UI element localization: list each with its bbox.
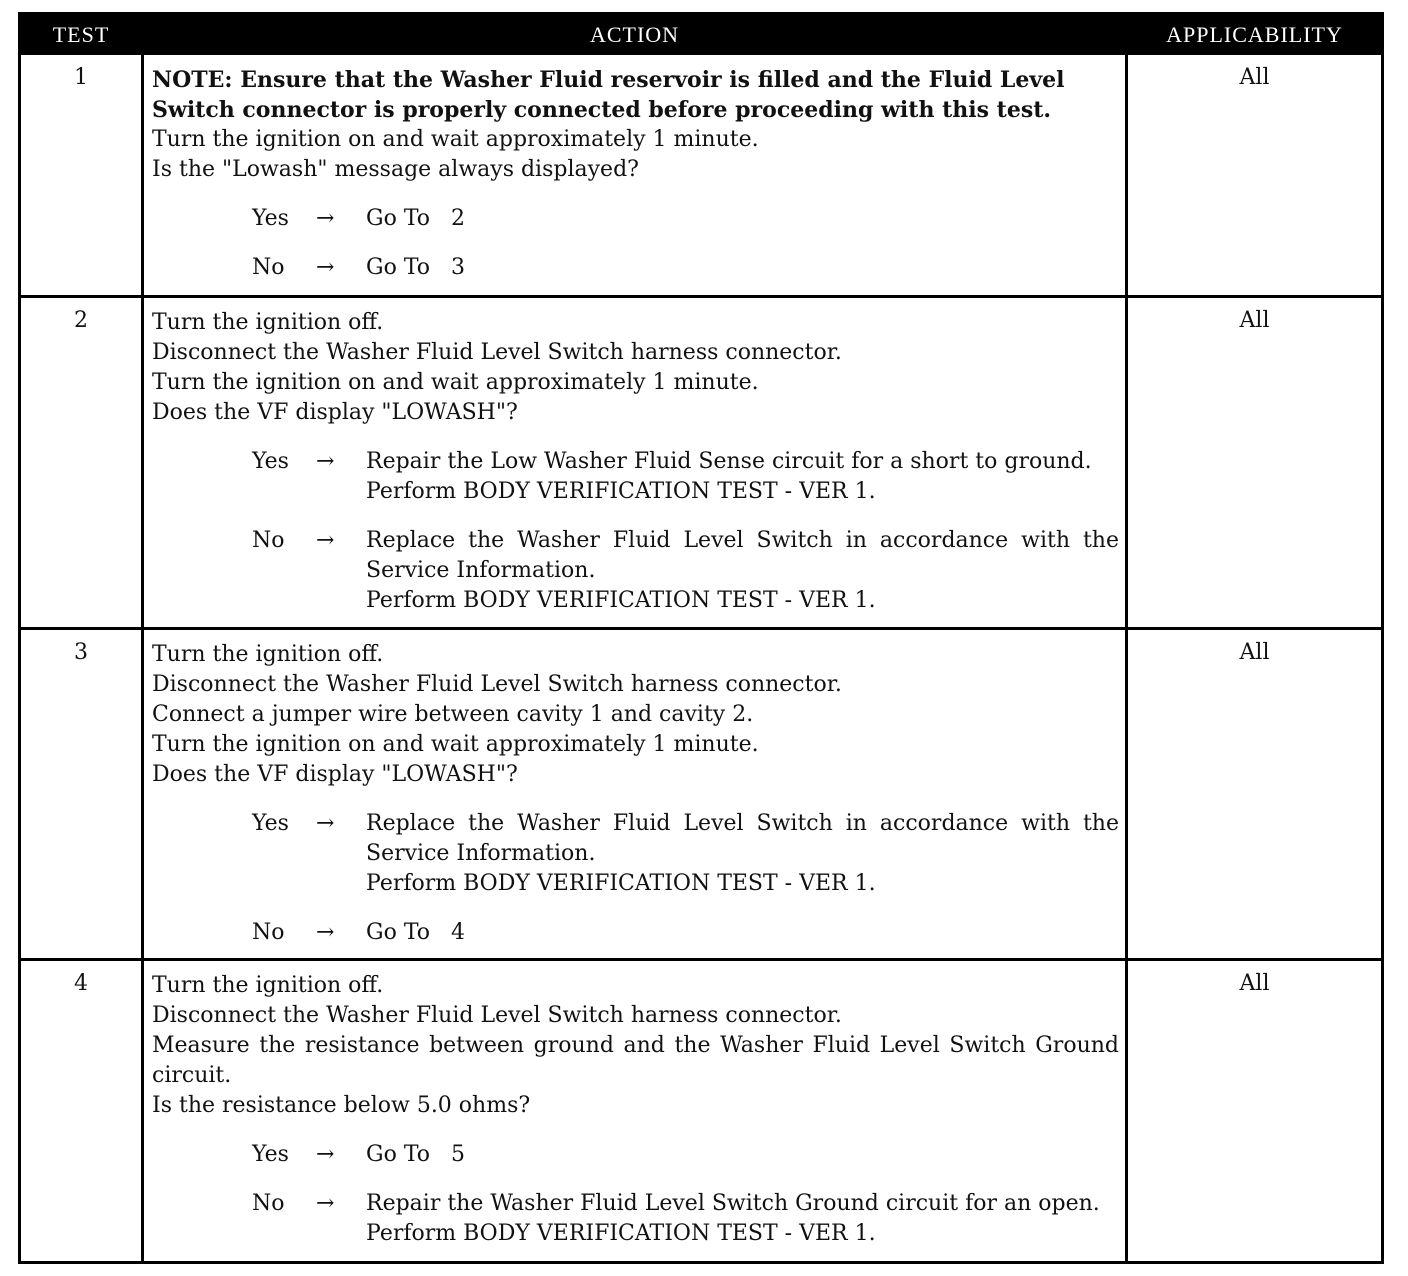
instruction-line: Turn the ignition off. — [152, 310, 384, 335]
yes-label: Yes — [252, 206, 289, 231]
instruction-line: Disconnect the Washer Fluid Level Switch harness connector. — [152, 672, 842, 697]
test-number: 2 — [74, 308, 88, 333]
instruction-line: Turn the ignition off. — [152, 642, 384, 667]
no-label: No — [252, 528, 285, 553]
action-cell — [141, 55, 1128, 295]
no-option — [152, 526, 1119, 616]
yes-result: Go To 5 — [366, 1142, 465, 1167]
test-row-4 — [21, 958, 1381, 1261]
yes-result-line: Perform BODY VERIFICATION TEST - VER 1. — [366, 871, 876, 896]
arrow-icon: → — [316, 920, 335, 945]
arrow-icon: → — [316, 1191, 335, 1216]
no-option — [152, 253, 1119, 283]
no-result-line: Repair the Washer Fluid Level Switch Ground circuit for an open. — [366, 1191, 1100, 1216]
applicability-value: All — [1239, 971, 1270, 996]
test-row-1 — [21, 55, 1381, 295]
yes-result-line: Service Information. — [366, 841, 596, 866]
applicability-value: All — [1239, 65, 1270, 90]
no-label: No — [252, 255, 285, 280]
arrow-icon: → — [316, 528, 335, 553]
applicability-value: All — [1239, 640, 1270, 665]
note-line: NOTE: Ensure that the Washer Fluid reservoir is filled and the Fluid Level — [152, 67, 1065, 93]
header-applicability: APPLICABILITY — [1166, 22, 1343, 47]
instruction-line: Disconnect the Washer Fluid Level Switch harness connector. — [152, 1003, 842, 1028]
action-cell — [141, 961, 1128, 1261]
arrow-icon: → — [316, 449, 335, 474]
no-label: No — [252, 920, 285, 945]
diagnostic-test-table — [18, 12, 1384, 1264]
test-number: 4 — [74, 971, 88, 996]
question-line: Does the VF display "LOWASH"? — [152, 762, 518, 787]
yes-label: Yes — [252, 449, 289, 474]
yes-result-line: Perform BODY VERIFICATION TEST - VER 1. — [366, 479, 876, 504]
yes-label: Yes — [252, 811, 289, 836]
instruction-line: Connect a jumper wire between cavity 1 and cavity 2. — [152, 702, 754, 727]
yes-result: Go To 2 — [366, 206, 465, 231]
test-number: 3 — [74, 640, 88, 665]
no-result: Go To 3 — [366, 255, 465, 280]
question-line: Is the "Lowash" message always displayed? — [152, 157, 639, 182]
no-label: No — [252, 1191, 285, 1216]
arrow-icon: → — [316, 255, 335, 280]
yes-option — [152, 809, 1119, 899]
test-row-3 — [21, 627, 1381, 958]
yes-option — [152, 204, 1119, 234]
yes-option — [152, 1140, 1119, 1170]
no-result-line: Perform BODY VERIFICATION TEST - VER 1. — [366, 588, 876, 613]
instruction-line: Turn the ignition on and wait approximately 1 minute. — [152, 127, 759, 152]
instruction-line: Measure the resistance between ground and the Washer Fluid Level Switch Ground — [152, 1033, 1119, 1058]
arrow-icon: → — [316, 811, 335, 836]
instruction-line: Disconnect the Washer Fluid Level Switch harness connector. — [152, 340, 842, 365]
instruction-line: Turn the ignition on and wait approximately 1 minute. — [152, 732, 759, 757]
action-cell — [141, 298, 1128, 627]
question-line: Is the resistance below 5.0 ohms? — [152, 1093, 531, 1118]
test-row-2 — [21, 295, 1381, 627]
arrow-icon: → — [316, 1142, 335, 1167]
question-line: Does the VF display "LOWASH"? — [152, 400, 518, 425]
yes-result-line: Repair the Low Washer Fluid Sense circuit for a short to ground. — [366, 449, 1092, 474]
action-cell — [141, 630, 1128, 958]
yes-label: Yes — [252, 1142, 289, 1167]
instruction-line: circuit. — [152, 1063, 232, 1088]
no-result: Go To 4 — [366, 920, 465, 945]
no-option — [152, 918, 1119, 948]
yes-option — [152, 447, 1119, 507]
no-result-line: Replace the Washer Fluid Level Switch in accordance with the — [366, 528, 1119, 553]
instruction-line: Turn the ignition on and wait approximately 1 minute. — [152, 370, 759, 395]
note-line: Switch connector is properly connected before proceeding with this test. — [152, 97, 1052, 123]
header-action: ACTION — [589, 22, 680, 47]
applicability-value: All — [1239, 308, 1270, 333]
no-option — [152, 1189, 1119, 1249]
yes-result-line: Replace the Washer Fluid Level Switch in accordance with the — [366, 811, 1119, 836]
no-result-line: Service Information. — [366, 558, 596, 583]
header-test: TEST — [52, 22, 110, 47]
no-result-line: Perform BODY VERIFICATION TEST - VER 1. — [366, 1221, 876, 1246]
test-number: 1 — [74, 65, 88, 90]
instruction-line: Turn the ignition off. — [152, 973, 384, 998]
arrow-icon: → — [316, 206, 335, 231]
table-header — [21, 15, 1381, 55]
